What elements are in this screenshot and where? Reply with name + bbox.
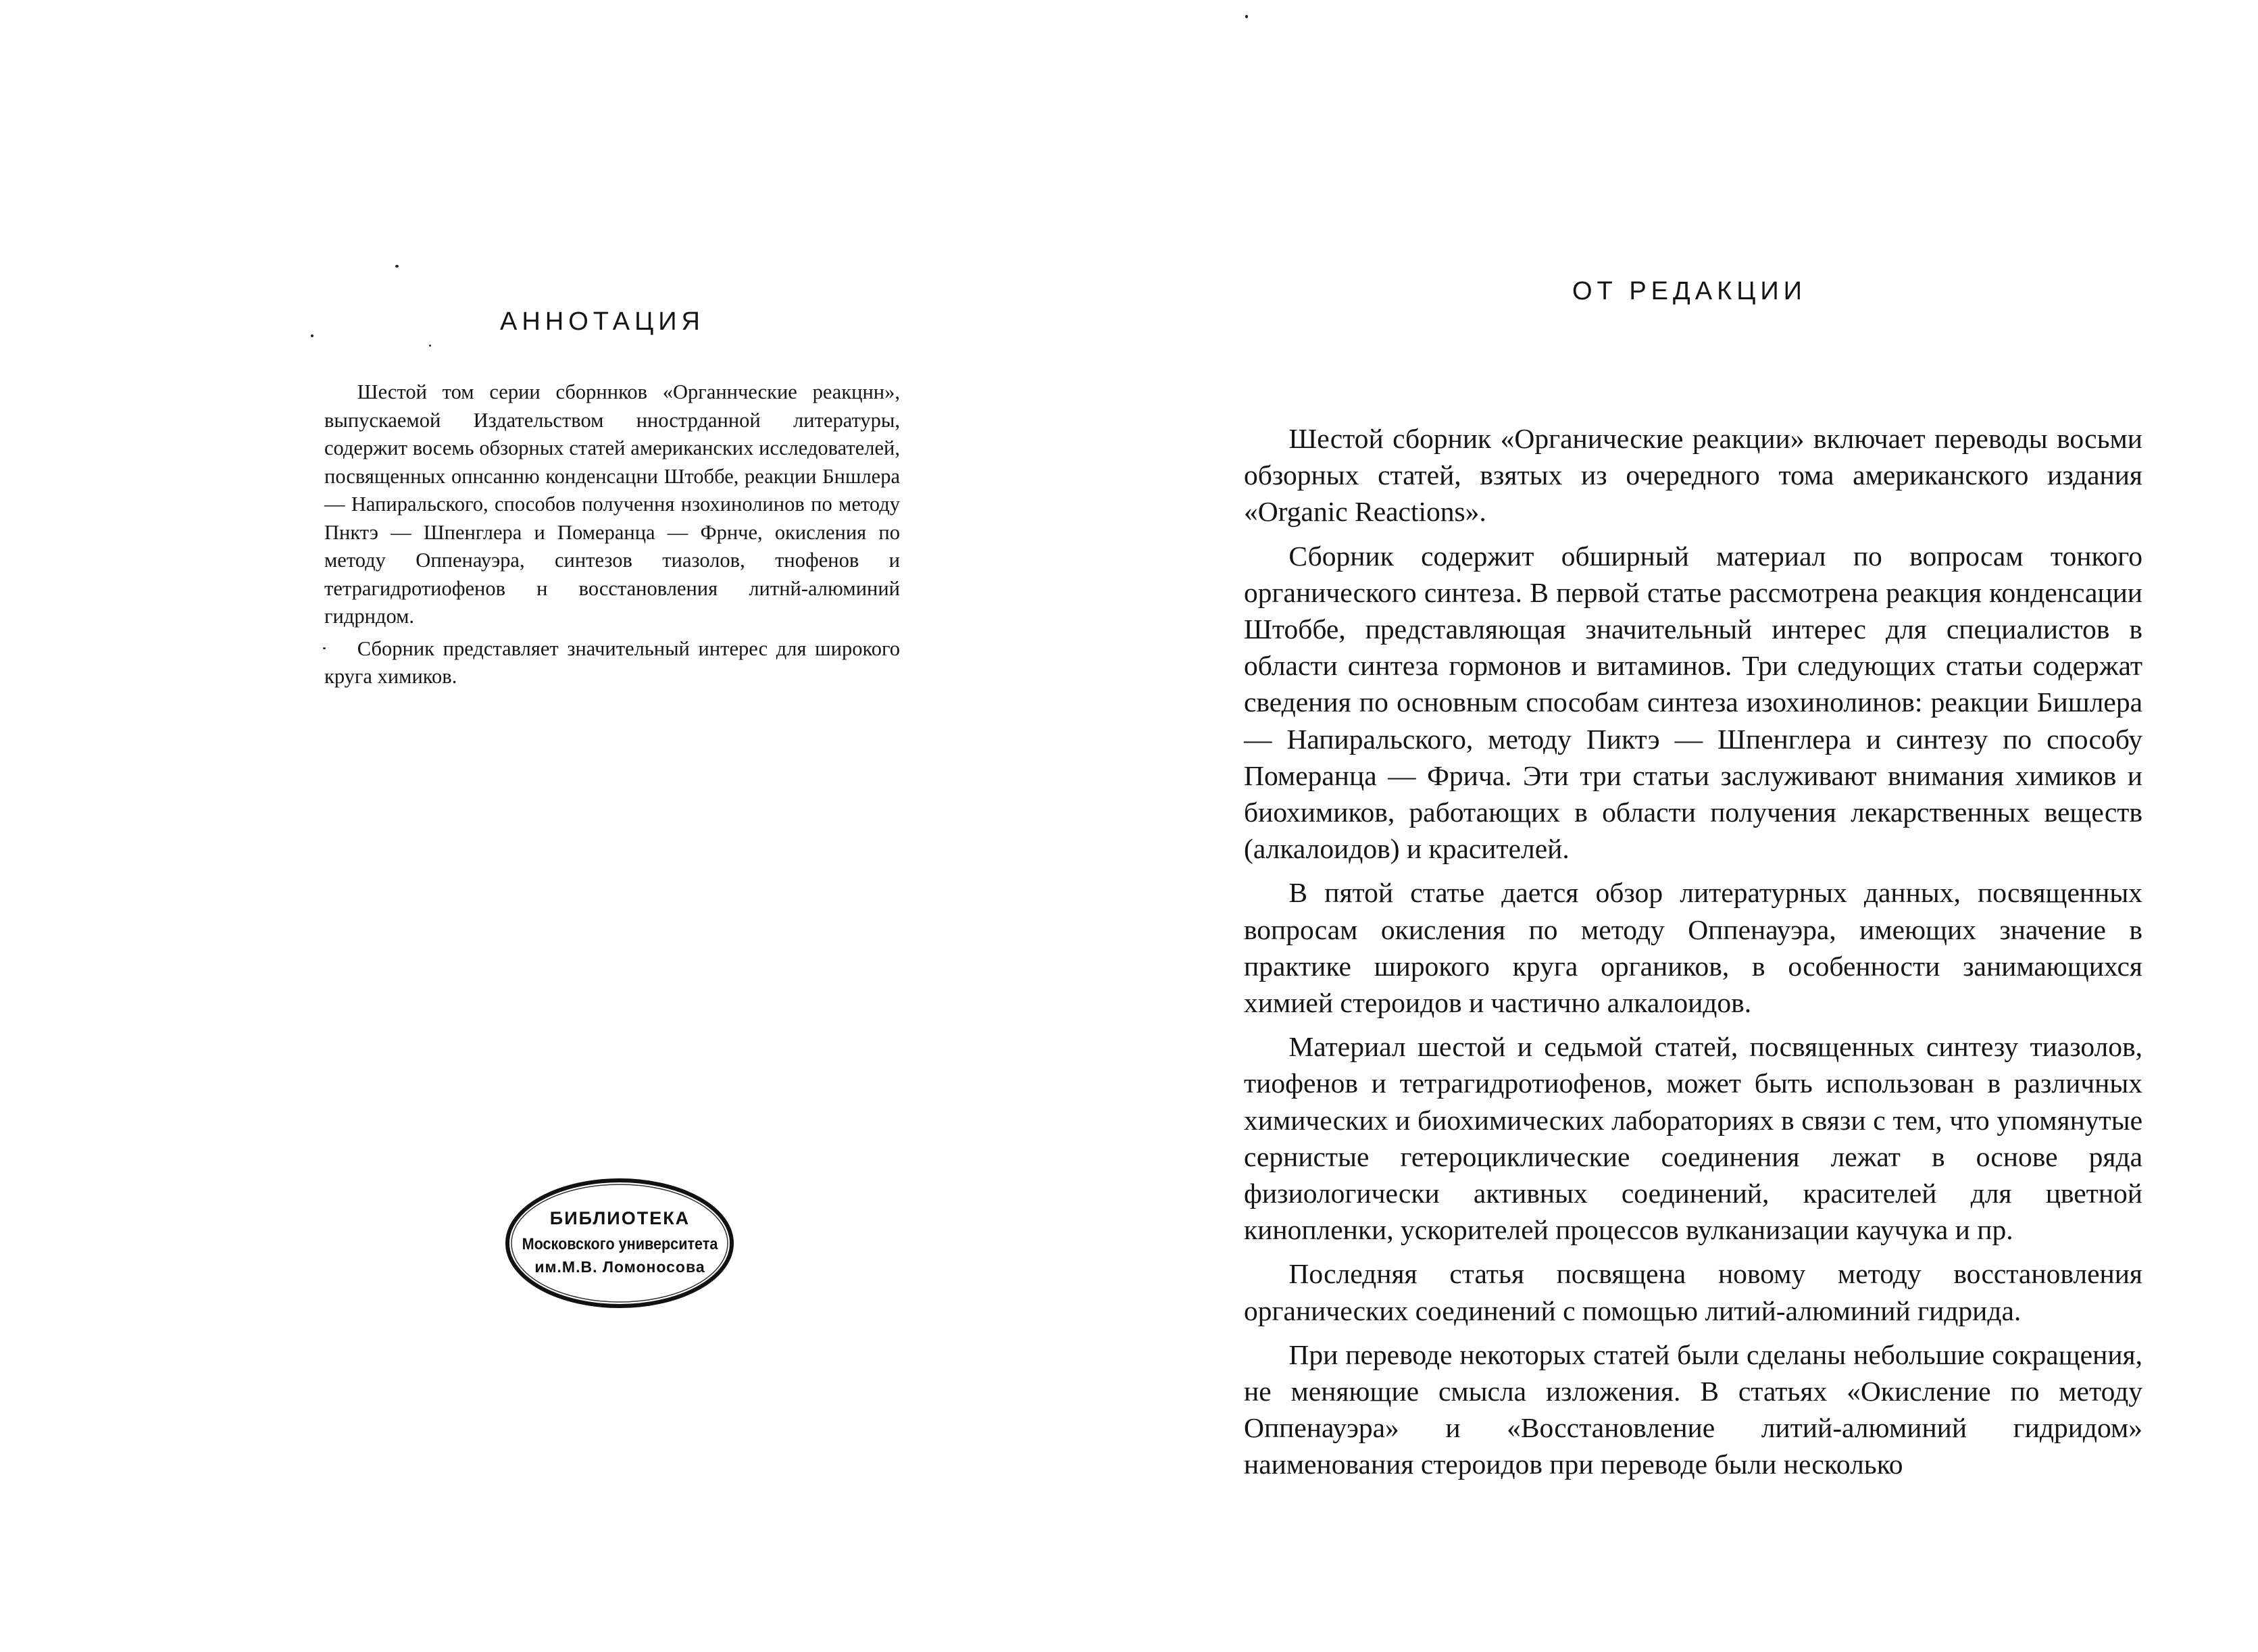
editorial-paragraph: В пятой статье дается обзор литературных данных, посвященных вопросам окисления по методу Оппенауэра, имеющих значение в практике широкого круга органиков, в особенности занимающихся химией стероидов и частично алкалоидов.	[1244, 877, 2142, 1019]
library-stamp	[503, 1176, 736, 1311]
stamp-line-name: им.М.В. Ломоносова	[534, 1258, 705, 1276]
editorial-paragraph: При переводе некоторых статей были сделаны небольшие сокращения, не меняющие смысла изложения. В статьях «Окисление по методу Оппенауэра» и «Восстановление литий-алюминий гидридом» наименования стероидов при переводе были несколько	[1244, 1338, 2142, 1480]
stamp-line-university: Московского университета	[522, 1235, 718, 1253]
scan-speck	[1245, 15, 1248, 18]
right-page	[1129, 0, 2258, 1652]
scan-speck	[311, 334, 313, 337]
editorial-paragraph: Сборник содержит обширный материал по вопросам тонкого органического синтеза. В первой статье рассмотрена реакция конденсации Штоббе, представляющая значительный интерес для специалистов в области синтеза гормонов и витаминов. Три следующих статьи содержат сведения по основным способам синтеза изохинолинов: реакции Бишлера — Напиральского, методу Пиктэ — Шпенглера и синтезу по способу Померанца — Фрича. Эти три статьи заслуживают внимания химиков и биохимиков, работающих в области получения лекарственных веществ (алкалоидов) и красителей.	[1244, 540, 2142, 865]
annotation-title: АННОТАЦИЯ	[500, 307, 705, 336]
scan-speck	[323, 647, 326, 649]
annotation-paragraph: Шестой том серии сборннков «Органнческие реакцнн», выпускаемой Издательством ннострданной литературы, содержит восемь обзорных статей американских исследователей, посвященных опнсанню конденсацни Штоббе, реакции Бншлера — Напиральского, способов получення нзохинолинов по методу Пнктэ — Шпенглера и Померанца — Фрнче, окисления по методу Оппенауэра, синтезов тиазолов, тнофенов и тетрагидротиофенов н восстановления литнй-алюминий гидрндом.	[324, 380, 900, 628]
editorial-title: ОТ РЕДАКЦИИ	[1572, 277, 1807, 305]
editorial-paragraph: Последняя статья посвящена новому методу восстановления органических соединений с помощью литий-алюминий гидрида.	[1244, 1258, 2142, 1326]
scan-speck	[395, 265, 399, 268]
stamp-line-library: БИБЛИОТЕКА	[549, 1208, 691, 1228]
editorial-body	[1244, 420, 2142, 1483]
annotation-body	[324, 378, 900, 691]
editorial-paragraph: Материал шестой и седьмой статей, посвященных синтезу тиазолов, тиофенов и тетрагидротиофенов, может быть использован в различных химических и биохимических лабораториях в связи с тем, что упомянутые сернистые гетероциклические соединения лежат в основе ряда физиологически активных соединений, красителей для цветной кинопленки, ускорителей процессов вулканизации каучука и пр.	[1244, 1031, 2142, 1246]
annotation-paragraph: Сборник представляет значительный интерес для широкого круга химиков.	[324, 636, 900, 688]
scan-speck	[429, 345, 431, 347]
editorial-paragraph: Шестой сборник «Органические реакции» включает переводы восьми обзорных статей, взятых из очередного тома американского издания «Organic Reactions».	[1244, 423, 2142, 528]
